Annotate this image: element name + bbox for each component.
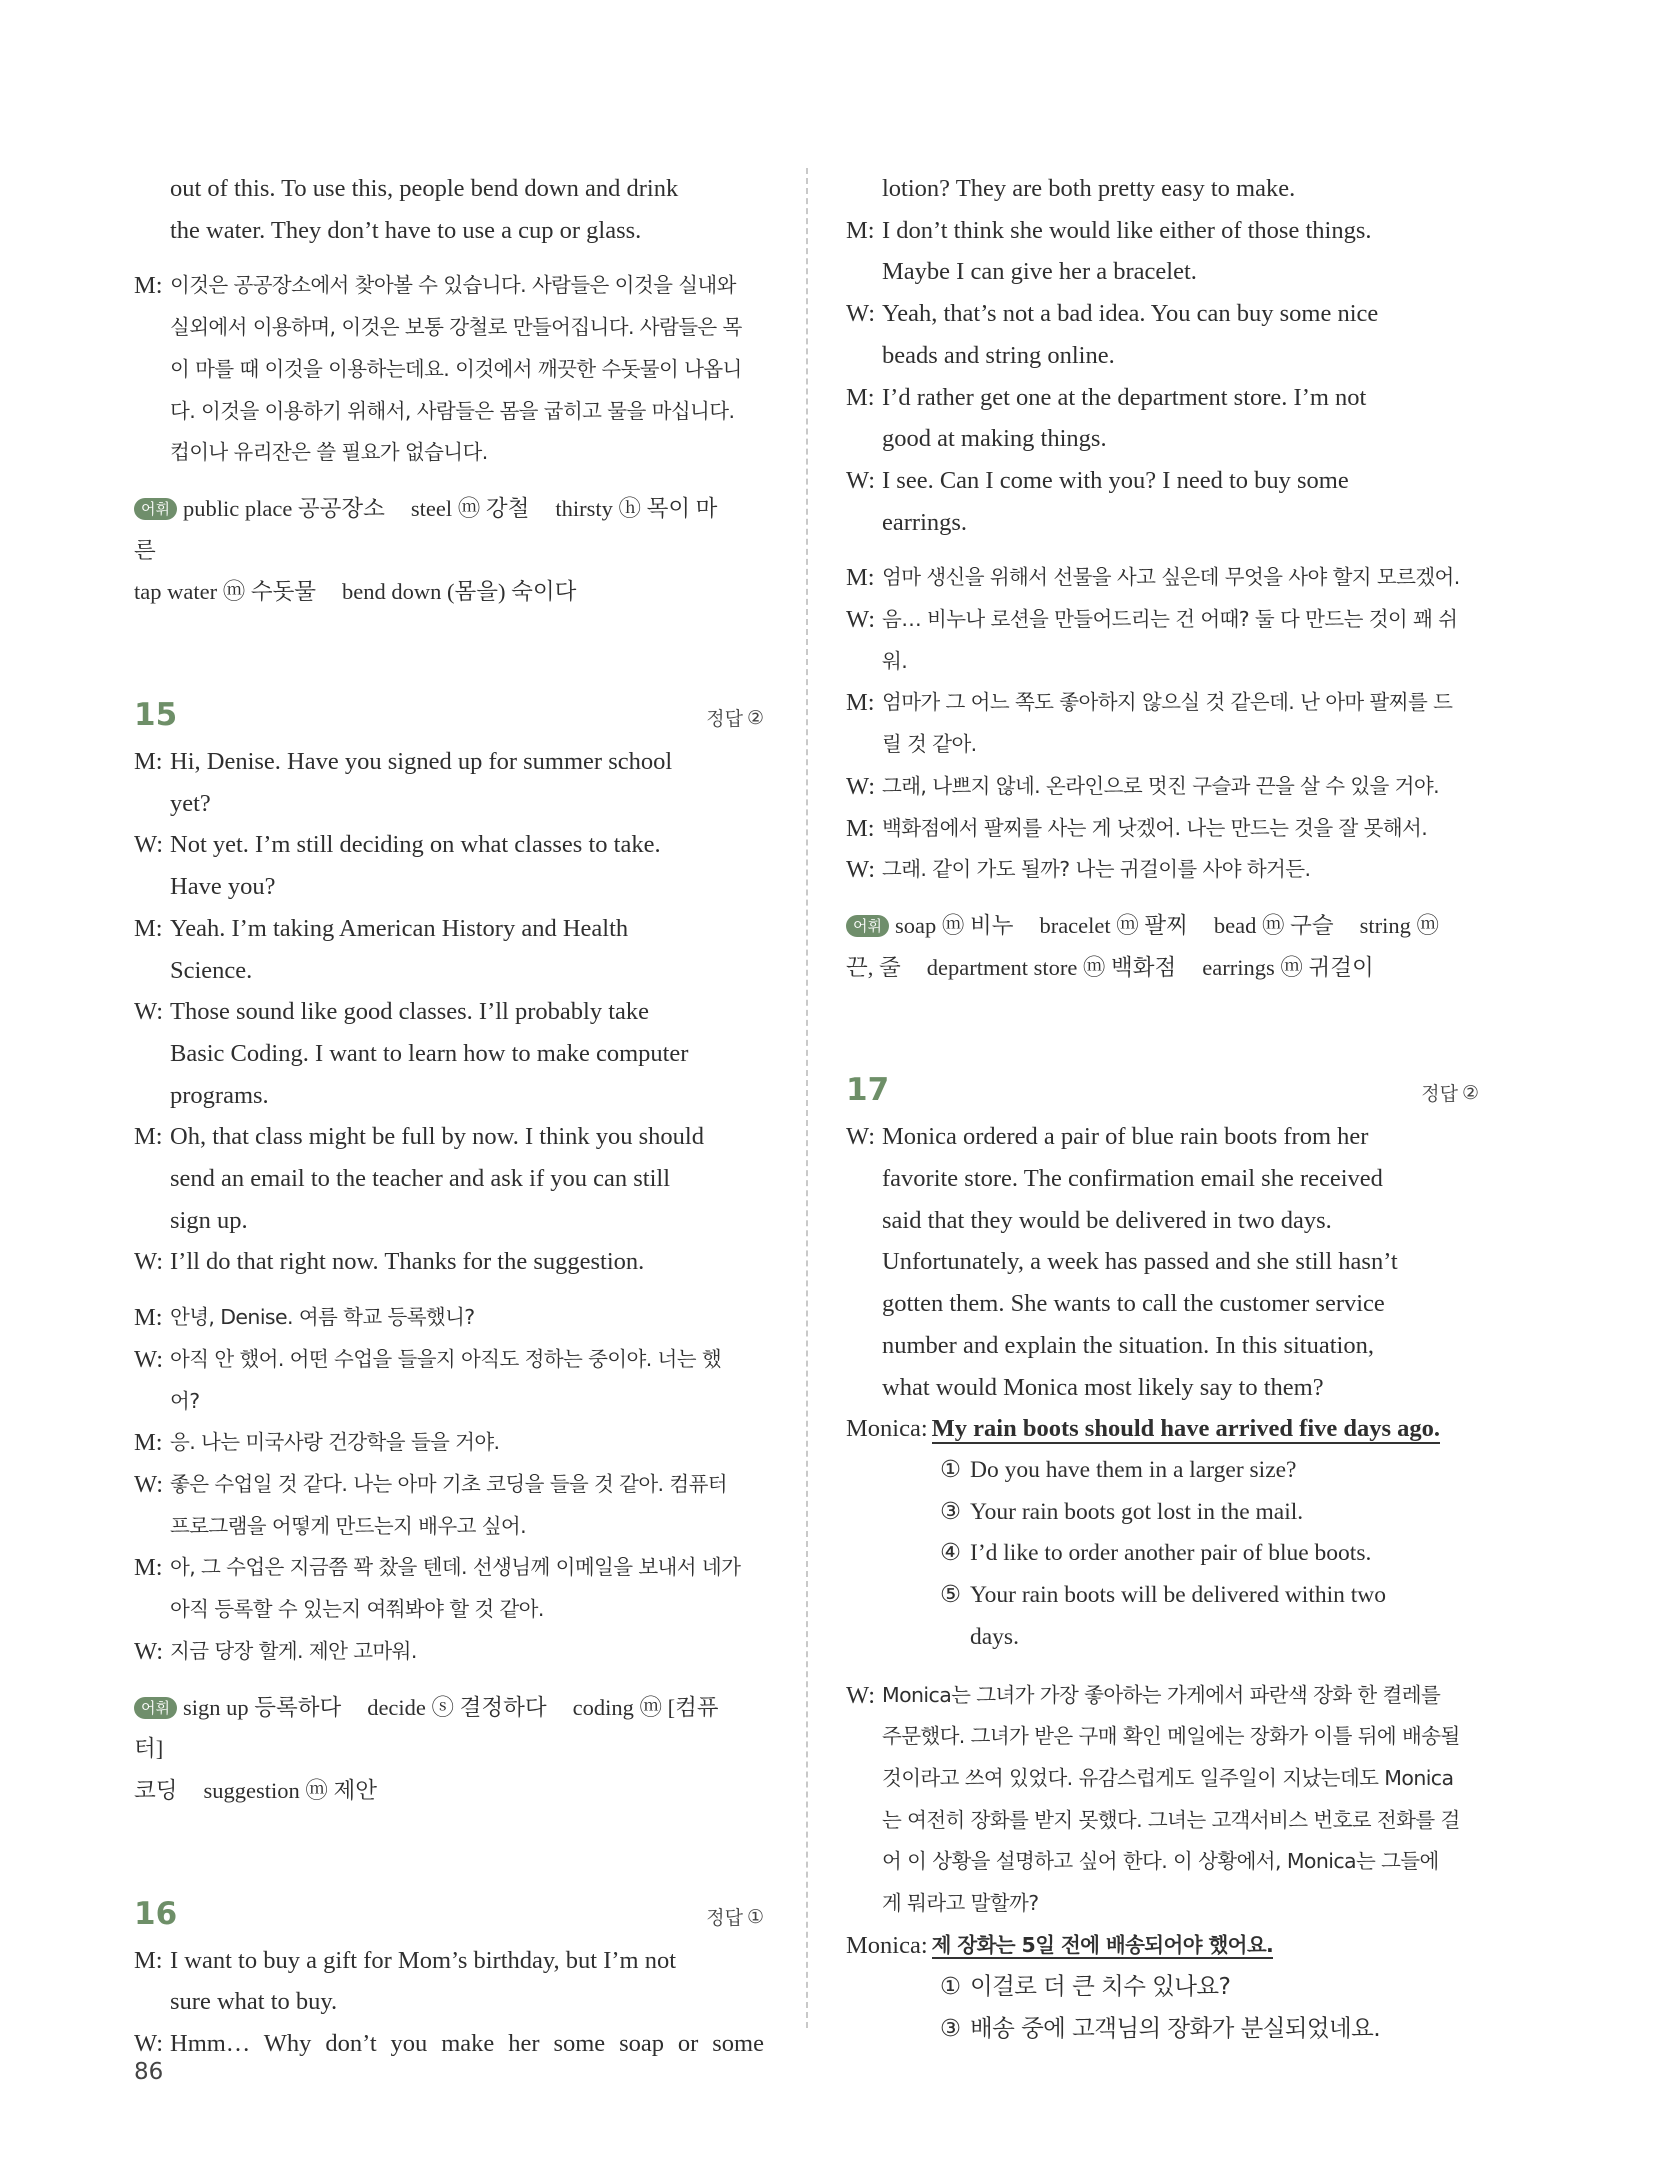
speaker-label: M: [134, 1554, 163, 1582]
dialogue-line [134, 432, 764, 474]
speaker-label [846, 1883, 882, 1925]
vocab-item: bracelet ⓜ 팔찌 [1039, 912, 1188, 938]
vocab-item: soap ⓜ 비누 [894, 912, 1014, 938]
answer-choice: ② [746, 707, 764, 730]
dialogue-line [134, 1339, 764, 1381]
speaker-label [134, 950, 170, 992]
speaker-label [846, 1283, 882, 1325]
line-text: 안녕, Denise. 여름 학교 등록했니? [170, 1305, 475, 1330]
dialogue-line [846, 1675, 1479, 1717]
speaker-label [846, 1367, 882, 1409]
speaker-label [134, 1589, 170, 1631]
speaker-label: W: [134, 1637, 164, 1665]
line-text: the water. They don’t have to use a cup or glass. [170, 216, 642, 244]
line-text: I’d rather get one at the department store. I’m not [882, 383, 1367, 411]
dialogue-line [134, 1547, 764, 1589]
speaker-label [134, 1506, 170, 1548]
dialogue-line [134, 1200, 764, 1242]
q16-answer [706, 1903, 764, 1930]
q15-header [134, 697, 764, 733]
left-column [134, 168, 764, 2065]
dialogue-line [134, 950, 764, 992]
line-text: 백화점에서 팔찌를 사는 게 낫겠어. 나는 만드는 것을 잘 못해서. [882, 815, 1428, 840]
speaker-label: Monica: [846, 1415, 928, 1443]
line-text: 릴 것 같아. [882, 732, 977, 757]
answer-choice: ① [746, 1905, 764, 1928]
dialogue-line [846, 599, 1479, 682]
dialogue-line [134, 1506, 764, 1548]
line-text: Those sound like good classes. I’ll probably take [170, 998, 650, 1026]
dialogue-line [134, 1297, 764, 1339]
speaker-label [134, 783, 170, 825]
vocab-item: suggestion ⓜ 제안 [203, 1777, 377, 1803]
line-text: programs. [170, 1081, 269, 1109]
q15-korean-translation [134, 1297, 764, 1672]
line-text: Hmm… Why don’t you make her some soap or some [170, 2030, 764, 2058]
answer-label: 정답 [1421, 1083, 1458, 1106]
line-text: 것이라고 쓰여 있었다. 유감스럽게도 일주일이 지났는데도 Monica [882, 1765, 1454, 1790]
vocab-line [134, 1770, 764, 1812]
speaker-label: W: [846, 772, 876, 800]
vocab-line [134, 571, 764, 613]
answer-choice: ② [1461, 1082, 1479, 1105]
answer-option [846, 1617, 1479, 1659]
dialogue-line [846, 1883, 1479, 1925]
dialogue-line [134, 391, 764, 433]
line-text: 좋은 수업일 것 같다. 나는 아마 기초 코딩을 들을 것 같아. 컴퓨터 [170, 1471, 727, 1496]
dialogue-line [846, 460, 1479, 502]
dialogue-line [846, 1158, 1479, 1200]
dialogue-line [846, 210, 1479, 252]
option-number: ① [940, 1456, 962, 1483]
line-text: Hi, Denise. Have you signed up for summer school [170, 748, 673, 776]
q17-number: 17 [846, 1072, 890, 1109]
vocab-line [846, 905, 1479, 947]
q14-korean-translation [134, 265, 764, 474]
line-text: Monica ordered a pair of blue rain boots from her [882, 1123, 1369, 1151]
q16-english-continuation [846, 168, 1479, 543]
speaker-label [846, 1758, 882, 1800]
speaker-label [846, 335, 882, 377]
dialogue-line [134, 824, 764, 866]
line-text: Have you? [170, 873, 276, 901]
speaker-label [134, 1381, 170, 1423]
dialogue-line [134, 1631, 764, 1673]
dialogue-line [846, 1116, 1479, 1158]
dialogue-line [846, 418, 1479, 460]
speaker-label: M: [134, 272, 163, 300]
speaker-label [134, 1200, 170, 1242]
option-text: 이걸로 더 큰 치수 있나요? [970, 1972, 1231, 2001]
line-text: 이것은 공공장소에서 찾아볼 수 있습니다. 사람들은 이것을 실내와 [170, 273, 736, 298]
line-text: Unfortunately, a week has passed and she still hasn’t [882, 1248, 1398, 1276]
vocab-line [134, 1687, 764, 1770]
speaker-label [846, 724, 882, 766]
line-text: 엄마 생신을 위해서 선물을 사고 싶은데 무엇을 사야 할지 모르겠어. [882, 565, 1460, 590]
dialogue-line [134, 866, 764, 908]
answer-option [846, 2008, 1479, 2050]
answer-option [846, 1450, 1479, 1492]
q16-english-dialogue [134, 1940, 764, 2065]
speaker-label [846, 168, 882, 210]
speaker-label [846, 1241, 882, 1283]
q17-monica-answer-kr [846, 1925, 1479, 1967]
speaker-label: W: [134, 1345, 164, 1373]
speaker-label: M: [134, 1946, 163, 1974]
q17-answer [1421, 1079, 1479, 1106]
option-number: ③ [940, 2014, 961, 2043]
q16-korean-translation [846, 557, 1479, 891]
dialogue-line [134, 783, 764, 825]
right-column [846, 168, 1479, 2050]
line-text: 실외에서 이용하며, 이것은 보통 강철로 만들어집니다. 사람들은 목 [170, 315, 742, 340]
line-text: 프로그램을 어떻게 만드는지 배우고 싶어. [170, 1513, 527, 1538]
dialogue-line [846, 1241, 1479, 1283]
column-divider [806, 168, 808, 2028]
correct-answer-en: My rain boots should have arrived five days ago. [931, 1415, 1441, 1443]
line-text: out of this. To use this, people bend down and drink [170, 175, 679, 202]
line-text: 응. 나는 미국사랑 건강학을 들을 거야. [170, 1430, 500, 1455]
line-text: 엄마가 그 어느 쪽도 좋아하지 않으실 것 같은데. 난 아마 팔찌를 드 [882, 690, 1453, 715]
dialogue-line [846, 808, 1479, 850]
option-text: I’d like to order another pair of blue boots. [970, 1540, 1372, 1567]
speaker-label [846, 1800, 882, 1842]
text-line [134, 210, 764, 252]
vocab-item: tap water ⓜ 수돗물 [134, 579, 317, 605]
vocab-item: public place 공공장소 [182, 495, 385, 521]
speaker-label [134, 866, 170, 908]
speaker-label: M: [134, 748, 163, 776]
dialogue-line [134, 908, 764, 950]
vocab-item: string ⓜ [1359, 912, 1439, 938]
speaker-label: W: [134, 1248, 164, 1276]
q16-number: 16 [134, 1895, 178, 1932]
option-number: ④ [940, 1540, 962, 1567]
line-text: 아직 안 했어. 어떤 수업을 들을지 아직도 정하는 중이야. 너는 했 [170, 1346, 722, 1371]
speaker-label: W: [134, 2030, 164, 2058]
correct-answer-kr: 제 장화는 5일 전에 배송되어야 했어요. [931, 1932, 1274, 1957]
speaker-label: W: [134, 831, 164, 859]
option-text: 배송 중에 고객님의 장화가 분실되었네요. [970, 2014, 1381, 2043]
speaker-label: M: [846, 689, 875, 717]
answer-option [846, 1966, 1479, 2008]
line-text: 다. 이것을 이용하기 위해서, 사람들은 몸을 굽히고 물을 마십니다. [170, 398, 735, 423]
line-text: favorite store. The confirmation email she received [882, 1165, 1383, 1193]
dialogue-line [846, 1283, 1479, 1325]
option-text: days. [970, 1623, 1019, 1650]
vocab-item: earrings ⓜ 귀걸이 [1202, 954, 1374, 980]
q16-header [134, 1896, 764, 1932]
line-text: good at making things. [882, 425, 1107, 453]
vocab-item: decide ⓢ 결정하다 [367, 1694, 547, 1720]
line-text: what would Monica most likely say to them? [882, 1373, 1324, 1401]
dialogue-line [134, 1116, 764, 1158]
line-text: 아직 등록할 수 있는지 여쭤봐야 할 것 같아. [170, 1597, 544, 1622]
line-text: Oh, that class might be full by now. I think you should [170, 1123, 704, 1151]
dialogue-line [134, 349, 764, 391]
q17-options-kr [846, 1966, 1479, 2049]
dialogue-line [134, 2023, 764, 2065]
line-text: Basic Coding. I want to learn how to make computer [170, 1039, 689, 1067]
speaker-label [846, 1158, 882, 1200]
vocab-badge: 어휘 [134, 1697, 177, 1719]
dialogue-line [846, 168, 1479, 210]
dialogue-line [846, 1716, 1479, 1758]
answer-option [846, 1492, 1479, 1534]
answer-label: 정답 [706, 708, 743, 731]
line-text: earrings. [882, 508, 968, 536]
speaker-label [846, 502, 882, 544]
dialogue-line [846, 1841, 1479, 1883]
line-text: send an email to the teacher and ask if you can still [170, 1165, 671, 1193]
q14-vocabulary [134, 488, 764, 613]
dialogue-line [134, 1241, 764, 1283]
dialogue-line [134, 307, 764, 349]
answer-label: 정답 [706, 1906, 743, 1929]
dialogue-line [134, 1075, 764, 1117]
line-text: sure what to buy. [170, 1988, 338, 2016]
dialogue-line [846, 1325, 1479, 1367]
line-text: Yeah, that’s not a bad idea. You can buy some nice [882, 300, 1379, 328]
vocab-item: sign up 등록하다 [182, 1694, 342, 1720]
line-text: 게 뭐라고 말할까? [882, 1891, 1039, 1916]
option-text: Your rain boots got lost in the mail. [970, 1498, 1304, 1525]
line-text: yet? [170, 789, 211, 817]
speaker-label [846, 1200, 882, 1242]
dialogue-line [134, 1033, 764, 1075]
q15-english-dialogue [134, 741, 764, 1283]
text-line [134, 168, 764, 210]
speaker-label: M: [846, 216, 875, 244]
q17-options-en [846, 1450, 1479, 1659]
vocab-item: steel ⓜ 강철 [410, 495, 530, 521]
dialogue-line [134, 1381, 764, 1423]
answer-option [846, 1533, 1479, 1575]
line-text: I want to buy a gift for Mom’s birthday, but I’m not [170, 1946, 677, 1974]
line-text: 음… 비누나 로션을 만들어드리는 건 어때? 둘 다 만드는 것이 꽤 쉬워. [882, 607, 1458, 673]
speaker-label: M: [134, 1123, 163, 1151]
vocab-item: 코딩 [134, 1777, 178, 1803]
dialogue-line [134, 1981, 764, 2023]
dialogue-line [846, 293, 1479, 335]
speaker-label [846, 1841, 882, 1883]
speaker-label: W: [846, 856, 876, 884]
line-text: 어? [170, 1388, 200, 1413]
q17-monica-answer-en [846, 1408, 1479, 1450]
speaker-label [846, 1325, 882, 1367]
line-text: 이 마를 때 이것을 이용하는데요. 이것에서 깨끗한 수돗물이 나옵니 [170, 356, 742, 381]
q15-number: 15 [134, 697, 178, 734]
line-text: Science. [170, 956, 253, 984]
vocab-line [846, 947, 1479, 989]
speaker-label: Monica: [846, 1931, 928, 1959]
speaker-label: M: [134, 1304, 163, 1332]
vocab-badge: 어휘 [846, 915, 889, 937]
line-text: 지금 당장 할게. 제안 고마워. [170, 1638, 417, 1663]
speaker-label: W: [846, 1123, 876, 1151]
line-text: 컵이나 유리잔은 쓸 필요가 없습니다. [170, 440, 488, 465]
option-number: ⑤ [940, 1582, 962, 1609]
dialogue-line [846, 1800, 1479, 1842]
dialogue-line [134, 1158, 764, 1200]
dialogue-line [846, 682, 1479, 724]
dialogue-line [846, 766, 1479, 808]
q17-header [846, 1072, 1479, 1108]
line-text: 아, 그 수업은 지금쯤 꽉 찼을 텐데. 선생님께 이메일을 보내서 네가 [170, 1555, 741, 1580]
line-text: said that they would be delivered in two days. [882, 1206, 1332, 1234]
line-text: gotten them. She wants to call the customer service [882, 1290, 1385, 1318]
q17-english-passage [846, 1116, 1479, 1408]
line-text: number and explain the situation. In this situation, [882, 1331, 1374, 1359]
line-text: I don’t think she would like either of those things. [882, 216, 1372, 244]
speaker-label: W: [134, 998, 164, 1026]
speaker-label: M: [846, 814, 875, 842]
vocab-item: bend down (몸을) 숙이다 [342, 579, 577, 605]
dialogue-line [846, 1367, 1479, 1409]
speaker-label [134, 1033, 170, 1075]
dialogue-line [846, 724, 1479, 766]
vocab-item: department store ⓜ 백화점 [926, 954, 1177, 980]
speaker-label: W: [846, 466, 876, 494]
dialogue-line [134, 1940, 764, 1982]
dialogue-line [134, 1422, 764, 1464]
speaker-label: M: [846, 383, 875, 411]
vocab-item: bead ⓜ 구슬 [1213, 912, 1334, 938]
option-number: ① [940, 1972, 961, 2001]
vocab-badge: 어휘 [134, 498, 177, 520]
line-text: Not yet. I’m still deciding on what classes to take. [170, 831, 661, 859]
speaker-label [134, 391, 170, 433]
option-number: ③ [940, 1498, 962, 1525]
dialogue-line [846, 335, 1479, 377]
speaker-label [846, 251, 882, 293]
speaker-label: W: [134, 1470, 164, 1498]
dialogue-line [846, 502, 1479, 544]
vocab-item: coding ⓜ [컴퓨터] [134, 1694, 719, 1762]
dialogue-line [134, 741, 764, 783]
speaker-label [134, 1981, 170, 2023]
speaker-label: W: [846, 1681, 876, 1709]
dialogue-line [846, 377, 1479, 419]
dialogue-line [846, 1758, 1479, 1800]
line-text: 는 여전히 장화를 받지 못했다. 그녀는 고객서비스 번호로 전화를 걸 [882, 1807, 1460, 1832]
q15-vocabulary [134, 1687, 764, 1812]
speaker-label [134, 1158, 170, 1200]
page-number: 86 [134, 2059, 164, 2085]
speaker-label [134, 432, 170, 474]
line-text: sign up. [170, 1206, 248, 1234]
vocab-item: 끈, 줄 [846, 954, 901, 980]
dialogue-line [846, 849, 1479, 891]
dialogue-line [134, 1589, 764, 1631]
speaker-label [846, 418, 882, 460]
vocab-line [134, 488, 764, 571]
answer-option [846, 1575, 1479, 1617]
option-text: Your rain boots will be delivered within two [970, 1582, 1387, 1609]
q16-vocabulary [846, 905, 1479, 988]
line-text: 그래, 나쁘지 않네. 온라인으로 멋진 구슬과 끈을 살 수 있을 거야. [882, 773, 1439, 798]
line-text: 어 이 상황을 설명하고 싶어 한다. 이 상황에서, Monica는 그들에 [882, 1849, 1439, 1874]
line-text: Monica는 그녀가 가장 좋아하는 가게에서 파란색 장화 한 켤레를 [882, 1682, 1441, 1707]
speaker-label: M: [134, 914, 163, 942]
line-text: Yeah. I’m taking American History and Health [170, 914, 629, 942]
speaker-label [846, 1716, 882, 1758]
dialogue-line [134, 265, 764, 307]
vocab-item: thirsty ⓗ 목이 마른 [134, 495, 718, 563]
line-text: beads and string online. [882, 341, 1115, 369]
q15-answer [706, 704, 764, 731]
line-text: Maybe I can give her a bracelet. [882, 258, 1197, 286]
line-text: 주문했다. 그녀가 받은 구매 확인 메일에는 장화가 이틀 뒤에 배송될 [882, 1724, 1460, 1749]
dialogue-line [134, 1464, 764, 1506]
dialogue-line [846, 251, 1479, 293]
speaker-label [134, 307, 170, 349]
speaker-label [134, 349, 170, 391]
q17-korean-translation [846, 1675, 1479, 1925]
speaker-label: M: [846, 564, 875, 592]
dialogue-line [846, 557, 1479, 599]
speaker-label: W: [846, 606, 876, 634]
speaker-label [134, 1075, 170, 1117]
line-text: 그래. 같이 가도 될까? 나는 귀걸이를 사야 하거든. [882, 857, 1311, 882]
line-text: I see. Can I come with you? I need to buy some [882, 466, 1349, 494]
line-text: I’ll do that right now. Thanks for the suggestion. [170, 1248, 645, 1276]
dialogue-line [134, 991, 764, 1033]
q14-english-continuation [134, 168, 764, 251]
option-text: Do you have them in a larger size? [970, 1456, 1297, 1483]
speaker-label: M: [134, 1429, 163, 1457]
line-text: lotion? They are both pretty easy to make. [882, 175, 1296, 202]
speaker-label: W: [846, 300, 876, 328]
dialogue-line [846, 1200, 1479, 1242]
